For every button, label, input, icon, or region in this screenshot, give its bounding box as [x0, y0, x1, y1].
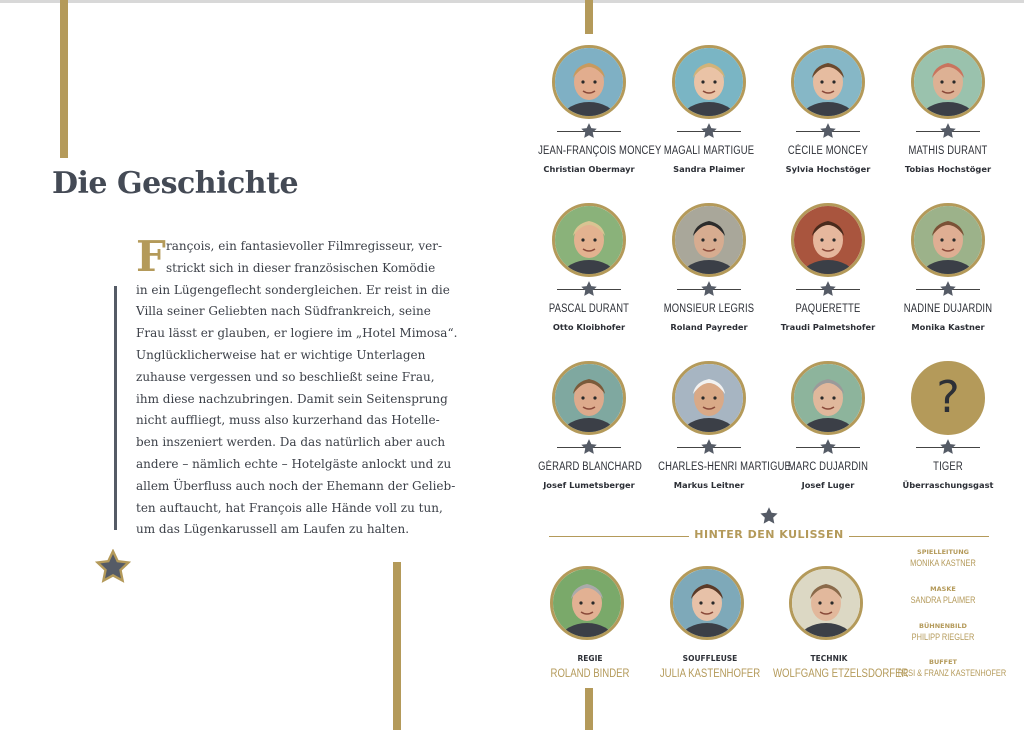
role-name: CÉCILE MONCEY — [787, 145, 869, 157]
actor-name: Roland Payreder — [670, 322, 748, 332]
side-crew-name: RESI & FRANZ KASTENHOFER — [897, 668, 1007, 678]
side-crew-job: BÜHNENBILD — [919, 622, 967, 630]
side-crew-name: PHILIPP RIEGLER — [911, 632, 975, 642]
gold-bar-top-left — [60, 0, 68, 158]
actor-name: Christian Obermayr — [543, 164, 635, 174]
side-crew-job: MASKE — [930, 585, 956, 593]
story-line: ben inszeniert werden. Da das natürlich aber auch — [136, 435, 446, 450]
cast-card — [657, 203, 767, 353]
crew-job: TECHNIK — [810, 654, 848, 663]
cast-card — [896, 45, 1006, 195]
avatar — [552, 203, 626, 277]
star-icon — [700, 438, 718, 456]
actor-name: Josef Luger — [801, 480, 855, 490]
cast-card — [537, 203, 647, 353]
avatar — [672, 361, 746, 435]
avatar — [552, 45, 626, 119]
star-icon — [759, 506, 779, 526]
avatar — [672, 203, 746, 277]
actor-name: Sylvia Hochstöger — [785, 164, 871, 174]
actor-name: Sandra Plaimer — [673, 164, 745, 174]
role-name: JEAN-FRANÇOIS MONCEY — [538, 145, 662, 157]
role-name: MONSIEUR LEGRIS — [663, 303, 755, 315]
avatar — [670, 566, 744, 640]
actor-name: Josef Lumetsberger — [543, 480, 635, 490]
cast-card — [537, 45, 662, 195]
page-top-border — [0, 0, 1024, 3]
actor-name: Überraschungsgast — [902, 480, 994, 490]
side-crew-job: SPIELLEITUNG — [917, 548, 969, 556]
star-icon — [939, 438, 957, 456]
avatar — [550, 566, 624, 640]
gold-bar-bottom-left — [393, 562, 401, 730]
role-name: TIGER — [933, 461, 963, 473]
role-name: GÉRARD BLANCHARD — [538, 461, 642, 473]
crew-card — [773, 566, 909, 686]
actor-name: Markus Leitner — [673, 480, 745, 490]
crew-name: JULIA KASTENHOFER — [659, 666, 761, 680]
story-line: Unglücklicherweise hat er wichtige Unterlagen — [136, 347, 426, 362]
crew-card — [535, 566, 645, 686]
story-line: in ein Lügengeflecht sondergleichen. Er reist in die — [136, 282, 450, 297]
crew-heading-text: HINTER DEN KULISSEN — [694, 528, 844, 541]
crew-card — [655, 566, 765, 686]
star-icon — [819, 122, 837, 140]
avatar — [791, 361, 865, 435]
role-name: MATHIS DURANT — [908, 145, 988, 157]
role-name: PASCAL DURANT — [548, 303, 630, 315]
star-icon — [95, 549, 131, 585]
story-line: rançois, ein fantasievoller Filmregisseur, ver- — [166, 239, 443, 253]
crew-name: WOLFGANG ETZELSDORFER — [773, 666, 909, 680]
drop-cap: F — [136, 232, 166, 281]
crew-heading-rule-right — [849, 536, 989, 537]
role-name: NADINE DUJARDIN — [903, 303, 993, 315]
avatar — [791, 203, 865, 277]
story-line: Villa seiner Geliebten nach Südfrankreich, seine — [136, 304, 431, 319]
cast-card — [657, 45, 767, 195]
story-line: andere – nämlich echte – Hotelgäste anlockt und zu — [136, 456, 452, 471]
cast-card — [657, 361, 792, 511]
crew-job: REGIE — [577, 654, 603, 663]
crew-job: SOUFFLEUSE — [682, 654, 738, 663]
cast-card — [776, 45, 886, 195]
avatar — [552, 361, 626, 435]
side-crew-name: MONIKA KASTNER — [910, 558, 976, 568]
story-line: ten auftaucht, hat François alle Hände voll zu tun, — [136, 500, 443, 515]
actor-name: Otto Kloibhofer — [552, 322, 626, 332]
actor-name: Traudi Palmetshofer — [780, 322, 876, 332]
story-line: nicht auffliegt, muss also kurzerhand das Hotelle- — [136, 413, 440, 428]
star-icon — [819, 280, 837, 298]
story-line: allem Überfluss auch noch der Ehemann der Gelieb- — [136, 478, 456, 493]
quote-rule — [114, 286, 117, 530]
page-title: Die Geschichte — [52, 166, 299, 201]
avatar — [911, 203, 985, 277]
cast-card — [896, 203, 1006, 353]
side-crew-job: BUFFET — [929, 658, 957, 666]
star-icon — [580, 438, 598, 456]
role-name: MARC DUJARDIN — [787, 461, 869, 473]
story-line: um das Lügenkarussell am Laufen zu halten. — [136, 522, 410, 537]
star-icon — [700, 122, 718, 140]
avatar — [791, 45, 865, 119]
side-crew-name: SANDRA PLAIMER — [910, 595, 976, 605]
avatar — [789, 566, 863, 640]
star-icon — [939, 122, 957, 140]
crew-heading — [549, 528, 989, 544]
role-name: PAQUERETTE — [795, 303, 861, 315]
star-icon — [580, 122, 598, 140]
cast-card — [537, 361, 647, 511]
story-line: ihm diese nachzubringen. Damit sein Seitensprung — [136, 391, 448, 406]
star-icon — [819, 438, 837, 456]
story-text — [136, 232, 458, 541]
avatar — [911, 45, 985, 119]
story-line: Frau lässt er glauben, er logiere im „Hotel Mimosa“. — [136, 326, 458, 341]
crew-name: ROLAND BINDER — [550, 666, 630, 680]
cast-card — [896, 361, 1006, 511]
cast-card — [776, 203, 886, 353]
gold-bar-top-center — [585, 0, 593, 34]
star-icon — [939, 280, 957, 298]
story-line: strickt sich in dieser französischen Komödie — [166, 260, 436, 275]
actor-name: Tobias Hochstöger — [904, 164, 992, 174]
actor-name: Monika Kastner — [911, 322, 985, 332]
gold-bar-bottom-center — [585, 688, 593, 730]
question-mark-icon: ? — [911, 361, 985, 435]
cast-card — [776, 361, 886, 511]
role-name: CHARLES-HENRI MARTIGUE — [658, 461, 792, 473]
story-line: zuhause vergessen und so beschließt seine Frau, — [136, 369, 435, 384]
role-name: MAGALI MARTIGUE — [663, 145, 755, 157]
star-icon — [700, 280, 718, 298]
star-icon — [580, 280, 598, 298]
avatar — [672, 45, 746, 119]
